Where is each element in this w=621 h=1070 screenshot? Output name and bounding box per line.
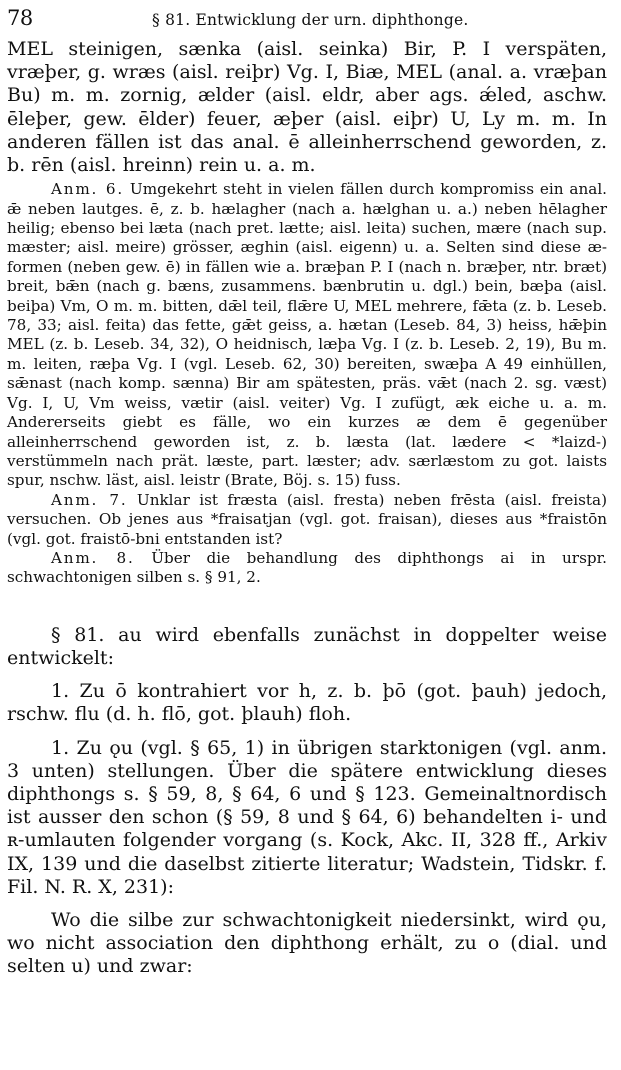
- item-1-paragraph: 1. Zu ō kontrahiert vor h, z. b. þō (got. þauh) jedoch, rschw. flu (d. h. flō, got. þlauh) floh.: [7, 680, 607, 726]
- note-text: Über die behandlung des diphthongs ai in urspr. schwachtonigen silben s. § 91, 2.: [7, 548, 608, 587]
- closing-paragraph: Wo die silbe zur schwachtonigkeit niedersinkt, wird ǫu, wo nicht association den diphthong erhält, zu o (dial. und selten u) und zwar:: [7, 908, 607, 978]
- note-label: Anm. 6.: [51, 180, 124, 199]
- page-header: [7, 6, 607, 38]
- note-anm-7: [7, 491, 607, 549]
- section-81-heading-paragraph: § 81. au wird ebenfalls zunächst in doppelter weise entwickelt:: [7, 623, 607, 669]
- page-number: 78: [7, 6, 33, 30]
- note-label: Anm. 7.: [51, 490, 128, 509]
- note-text: Unklar ist fræsta (aisl. fresta) neben frēsta (aisl. freista) versuchen. Ob jenes aus *fraisatjan (vgl. got. fraisan), dieses aus *fraistōn (vgl. got. fraistō-bni entstanden ist?: [7, 490, 607, 548]
- running-head: § 81. Entwicklung der urn. diphthonge.: [152, 11, 469, 29]
- note-label: Anm. 8.: [51, 548, 135, 567]
- note-anm-6: [7, 180, 607, 491]
- item-2-paragraph: 1. Zu ǫu (vgl. § 65, 1) in übrigen starktonigen (vgl. anm. 3 unten) stellungen. Über die spätere entwicklung dieses diphthongs s. § 59, 8, § 64, 6 und § 123. Gemeinaltnordisch ist ausser den schon (§ 59, 8 und § 64, 6) behandelten i- und ʀ-umlauten folgender vorgang (s. Kock, Akc. II, 328 ff., Arkiv IX, 139 und die daselbst zitierte literatur; Wadstein, Tidskr. f. Fil. N. R. X, 231):: [7, 736, 607, 898]
- note-text: Umgekehrt steht in vielen fällen durch kompromiss ein anal. ǣ neben lautges. ē, z. b. hælagher (nach a. hælghan u. a.) neben hēlagher heilig; ebenso bei læta (nach pret. lætte; aisl. leita) suchen, mære (nach sup. mæster; aisl. meire) grösser, æghin (aisl. eigenn) u. a. Selten sind diese æ-formen (neben gew. ē) in fällen wie a. bræþan P. I (nach n. bræþer, ntr. bræt) breit, bǣn (nach g. bæns, zusammens. bænbrutin u. dgl.) bein, bæþa (aisl. beiþa) Vm, O m. m. bitten, dǣl teil, flǣre U, MEL mehrere, fǣta (z. b. Leseb. 78, 33; aisl. feita) das fette, gǣt geiss, a. hætan (Leseb. 84, 3) heiss, hǣþin MEL (z. b. Leseb. 34, 32), O heidnisch, læþa Vg. I (z. b. Leseb. 2, 19), Bu m. m. leiten, ræþa Vg. I (vgl. Leseb. 62, 30) bereiten, swæþa A 49 einhüllen, sǣnast (nach komp. sænna) Bir am spätesten, präs. vǣt (nach 2. sg. væst) Vg. I, U, Vm weiss, vætir (aisl. veiter) Vg. I zufügt, æk eiche u. a. m. Andererseits giebt es fälle, wo ein kurzes æ dem ē gegenüber alleinherrschend geworden ist, z. b. læsta (lat. lædere < *laizd-) verstümmeln nach prät. læste, part. læster; adv. særlæstom zu got. laists spur, nschw. läst, aisl. leistr (Brate, Böj. s. 15) fuss.: [7, 180, 608, 490]
- note-anm-8: [7, 549, 607, 588]
- body-paragraph-continued: MEL steinigen, sænka (aisl. seinka) Bir, P. I verspäten, vræþer, g. wræs (aisl. reiþr) Vg. I, Biæ, MEL (anal. a. vræþan Bu) m. m. zornig, ælder (aisl. eldr, aber ags. ǽled, aschw. ēleþer, gew. ēlder) feuer, æþer (aisl. eiþr) U, Ly m. m. In anderen fällen ist das anal. ē alleinherrschend geworden, z. b. rēn (aisl. hreinn) rein u. a. m.: [7, 38, 607, 177]
